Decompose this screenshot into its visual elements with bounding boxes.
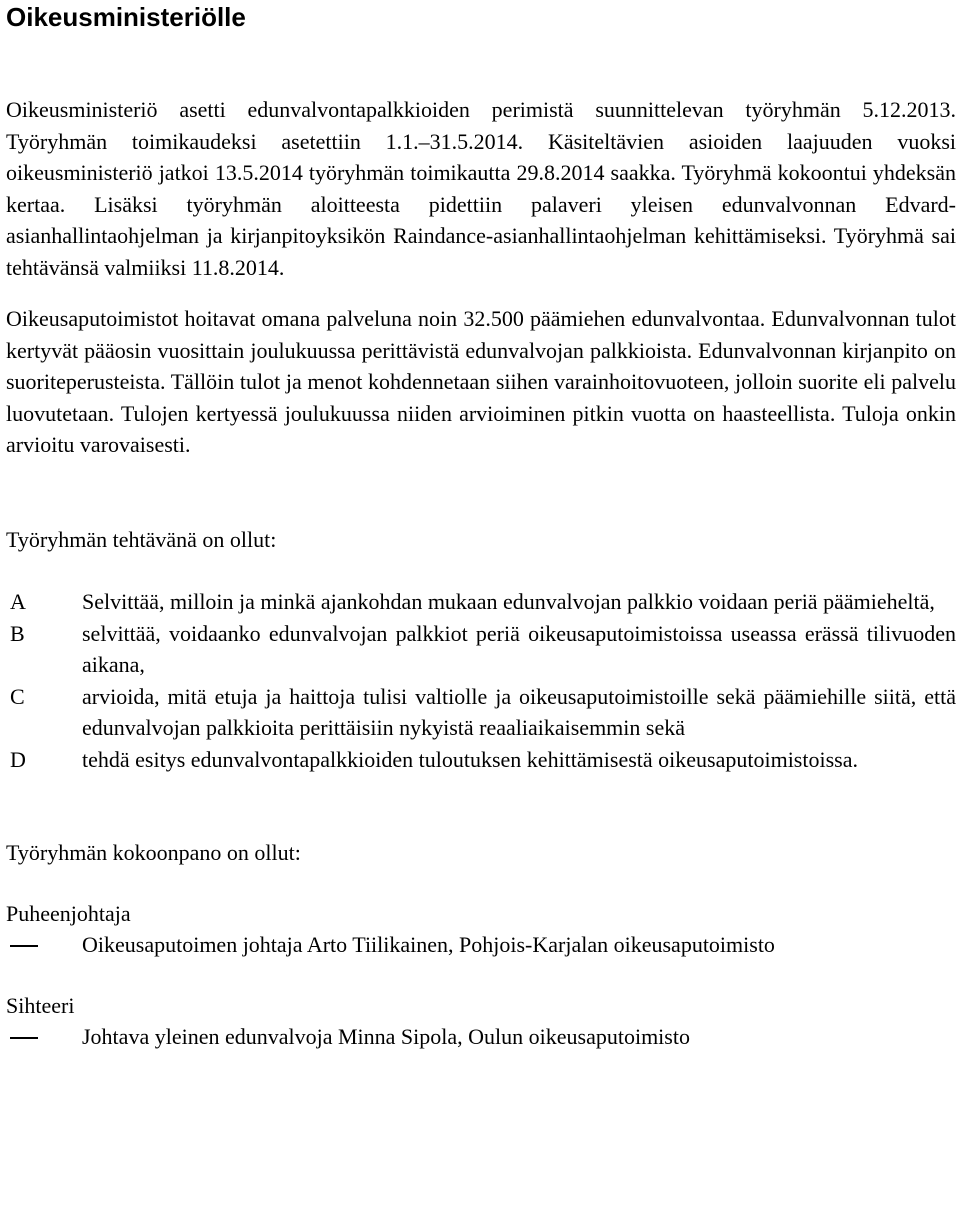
tasks-heading: Työryhmän tehtävänä on ollut: bbox=[6, 526, 277, 552]
task-text: arvioida, mitä etuja ja haittoja tulisi valtiolle ja oikeusaputoimistoille sekä päämiehille siitä, että edunvalvojan palkkioita perittäisiin nykyistä reaaliaikaisemmin sekä bbox=[82, 683, 956, 740]
task-letter: A bbox=[10, 589, 26, 614]
dash-bullet-icon bbox=[6, 1021, 42, 1053]
member-item-chair bbox=[6, 929, 956, 961]
role-label-chair: Puheenjohtaja bbox=[6, 900, 131, 926]
document-page bbox=[6, 0, 956, 1053]
task-text: tehdä esitys edunvalvontapalkkioiden tuloutuksen kehittämisestä oikeusaputoimistoissa. bbox=[82, 746, 858, 772]
task-item-d bbox=[6, 744, 956, 776]
task-text: Selvittää, milloin ja minkä ajankohdan mukaan edunvalvojan palkkio voidaan periä päämieheltä, bbox=[82, 589, 935, 614]
task-letter: C bbox=[10, 683, 25, 709]
document-title: Oikeusministeriölle bbox=[6, 2, 246, 32]
task-item-b bbox=[6, 618, 956, 681]
task-letter: B bbox=[10, 620, 25, 646]
task-list bbox=[6, 586, 956, 775]
task-text: selvittää, voidaanko edunvalvojan palkkiot periä oikeusaputoimistoissa useassa erässä tilivuoden aikana, bbox=[82, 620, 956, 677]
composition-heading: Työryhmän kokoonpano on ollut: bbox=[6, 840, 301, 865]
member-text: Oikeusaputoimen johtaja Arto Tiilikainen, Pohjois-Karjalan oikeusaputoimisto bbox=[82, 932, 775, 957]
member-item-secretary bbox=[6, 1021, 956, 1053]
task-item-a bbox=[6, 586, 956, 618]
role-label-secretary: Sihteeri bbox=[6, 992, 75, 1018]
finance-paragraph: Oikeusaputoimistot hoitavat omana palveluna noin 32.500 päämiehen edunvalvontaa. Edunvalvonnan tulot kertyvät pääosin vuosittain joulukuussa perittävistä edunvalvojan palkkioista. Edunvalvonnan kirjanpito on suoriteperusteista. Tällöin tulot ja menot kohdennetaan siihen varainhoitovuoteen, jolloin suorite eli palvelu luovutetaan. Tulojen kertyessä joulukuussa niiden arvioiminen pitkin vuotta on haasteellista. Tuloja onkin arvioitu varovaisesti. bbox=[6, 306, 956, 457]
intro-paragraph: Oikeusministeriö asetti edunvalvontapalkkioiden perimistä suunnittelevan työryhmän 5.12.2013. Työryhmän toimikaudeksi asetettiin 1.1.–31.5.2014. Käsiteltävien asioiden laajuuden vuoksi oikeusministeriö jatkoi 13.5.2014 työryhmän toimikautta 29.8.2014 saakka. Työryhmä kokoontui yhdeksän kertaa. Lisäksi työryhmän aloitteesta pidettiin palaveri yleisen edunvalvonnan Edvard-asianhallintaohjelman ja kirjanpitoyksikön Raindance-asianhallintaohjelman kehittämiseksi. Työryhmä sai tehtävänsä valmiiksi 11.8.2014. bbox=[6, 97, 956, 280]
dash-bullet-icon bbox=[6, 929, 42, 961]
member-text: Johtava yleinen edunvalvoja Minna Sipola, Oulun oikeusaputoimisto bbox=[82, 1024, 690, 1049]
task-letter: D bbox=[10, 746, 26, 772]
task-item-c bbox=[6, 681, 956, 744]
